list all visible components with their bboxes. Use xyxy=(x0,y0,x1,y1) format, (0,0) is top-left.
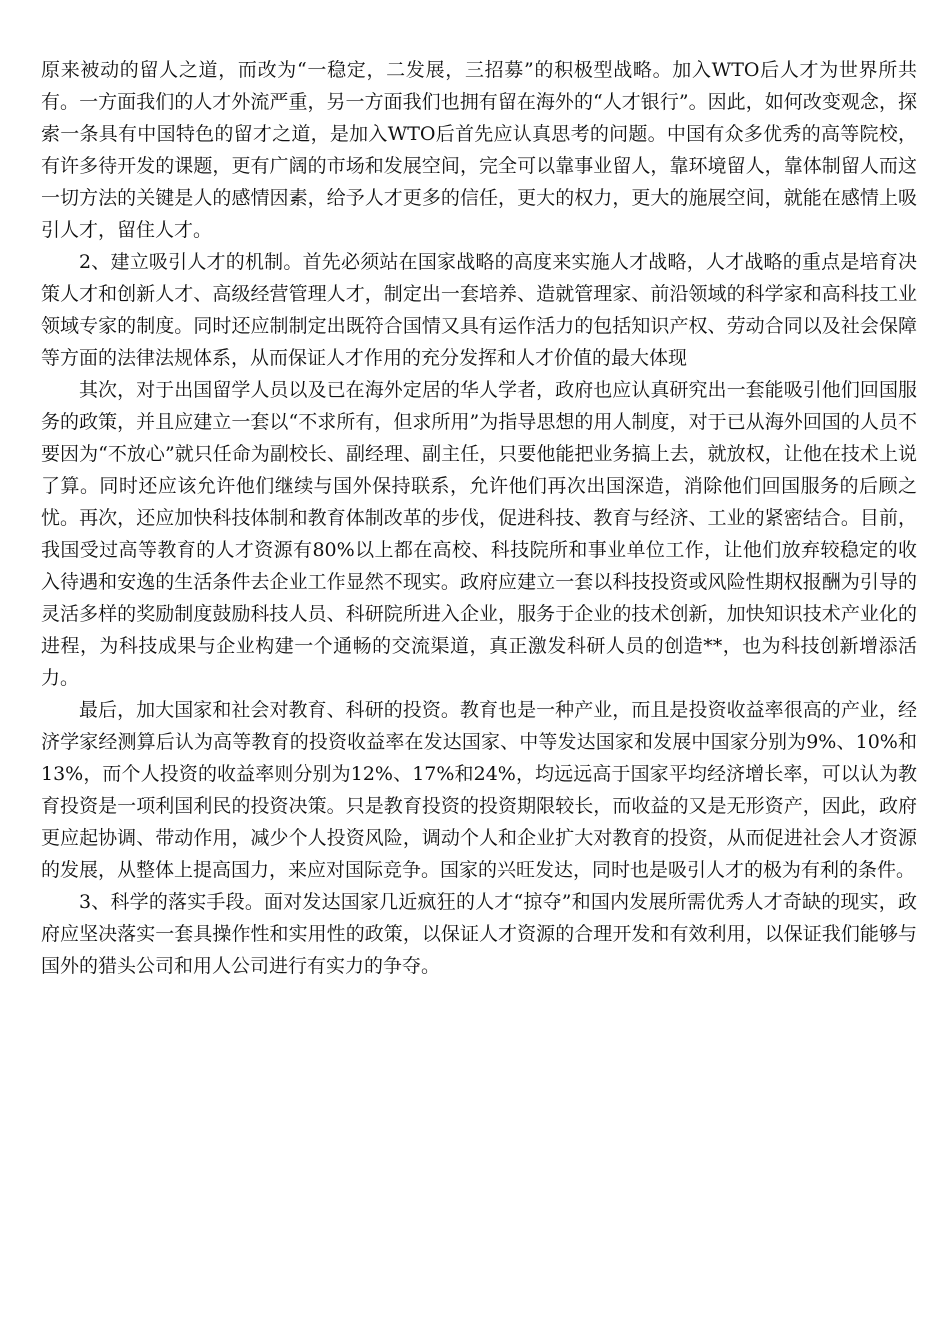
paragraph-mechanism: 2、建立吸引人才的机制。首先必须站在国家战略的高度来实施人才战略，人才战略的重点是培育决策人才和创新人才、高级经营管理人才，制定出一套培养、造就管理家、前沿领域的科学家和高科技工业领域专家的制度。同时还应制制定出既符合国情又具有运作活力的包括知识产权、劳动合同以及社会保障等方面的法律法规体系，从而保证人才作用的充分发挥和人才价值的最大体现 xyxy=(41,251,917,369)
paragraph-finally: 最后，加大国家和社会对教育、科研的投资。教育也是一种产业，而且是投资收益率很高的产业，经济学家经测算后认为高等教育的投资收益率在发达国家、中等发达国家和发展中国家分别为9%、10%和13%，而个人投资的收益率则分别为12%、17%和24%，均远远高于国家平均经济增长率，可以认为教育投资是一项利国利民的投资决策。只是教育投资的投资期限较长，而收益的又是无形资产，因此，政府更应起协调、带动作用，减少个人投资风险，调动个人和企业扩大对教育的投资，从而促进社会人才资源的发展，从整体上提高国力，来应对国际竞争。国家的兴旺发达，同时也是吸引人才的极为有利的条件。 xyxy=(41,699,917,881)
paragraph-second: 其次，对于出国留学人员以及已在海外定居的华人学者，政府也应认真研究出一套能吸引他们回国服务的政策，并且应建立一套以“不求所有，但求所用”为指导思想的用人制度，对于已从海外回国的人员不要因为“不放心”就只任命为副校长、副经理、副主任，只要他能把业务搞上去，就放权，让他在技术上说了算。同时还应该允许他们继续与国外保持联系，允许他们再次出国深造，消除他们回国服务的后顾之忧。再次，还应加快科技体制和教育体制改革的步伐，促进科技、教育与经济、工业的紧密结合。目前，我国受过高等教育的人才资源有80%以上都在高校、科技院所和事业单位工作，让他们放弃较稳定的收入待遇和安逸的生活条件去企业工作显然不现实。政府应建立一套以科技投资或风险性期权报酬为引导的灵活多样的奖励制度鼓励科技人员、科研院所进入企业，服务于企业的技术创新，加快知识技术产业化的进程，为科技成果与企业构建一个通畅的交流渠道，真正激发科研人员的创造**，也为科技创新增添活力。 xyxy=(41,379,917,689)
paragraph-continuation: 原来被动的留人之道，而改为“一稳定，二发展，三招募”的积极型战略。加入WTO后人才为世界所共有。一方面我们的人才外流严重，另一方面我们也拥有留在海外的“人才银行”。因此，如何改变观念，探索一条具有中国特色的留才之道，是加入WTO后首先应认真思考的问题。中国有众多优秀的高等院校，有许多待开发的课题，更有广阔的市场和发展空间，完全可以靠事业留人，靠环境留人，靠体制留人而这一切方法的关键是人的感情因素，给予人才更多的信任，更大的权力，更大的施展空间，就能在感情上吸引人才，留住人才。 xyxy=(41,59,917,241)
paragraph-implementation: 3、科学的落实手段。面对发达国家几近疯狂的人才“掠夺”和国内发展所需优秀人才奇缺的现实，政府应坚决落实一套具操作性和实用性的政策，以保证人才资源的合理开发和有效利用，以保证我们能够与国外的猎头公司和用人公司进行有实力的争夺。 xyxy=(41,891,917,977)
document-body xyxy=(41,54,917,982)
